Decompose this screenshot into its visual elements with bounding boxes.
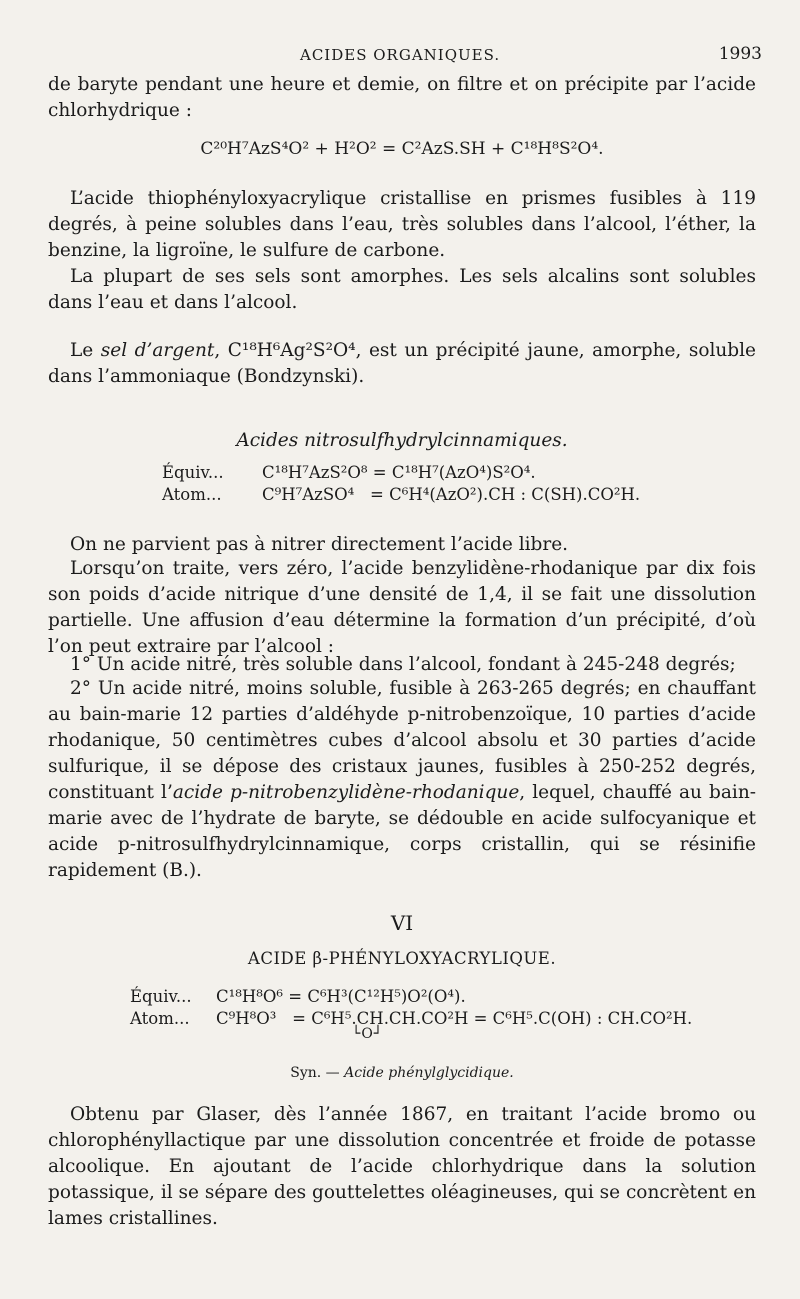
- running-title: ACIDES ORGANIQUES.: [300, 46, 501, 64]
- epoxide-bracket: └O┘: [352, 1026, 384, 1042]
- paragraph-glaser: Obtenu par Glaser, dès l’année 1867, en traitant l’acide bromo ou chlorophényllactique par une dissolution concentrée et froide de potasse alcoolique. En ajoutant de l’acide chlorhydrique dans la solution potassique, il se sépare des gouttelettes oléagineuses, qui se concrètent en lames cristallines.: [48, 1104, 756, 1229]
- vi-equiv-row: [130, 986, 692, 1008]
- page-header: [0, 40, 800, 68]
- nitro-atom-row: [162, 484, 640, 506]
- syn-label: Syn.: [290, 1065, 322, 1081]
- paragraph-silver-salt: [48, 338, 756, 390]
- silver-salt-name: sel d’argent: [100, 340, 215, 361]
- vi-atom-formula: C⁹H⁸O³ = C⁶H⁵.CH.CH.CO²H = C⁶H⁵.C(OH) : CH.CO²H.: [216, 1009, 693, 1028]
- vi-atom-label: Atom...: [130, 1009, 190, 1028]
- section-title-nitro: [48, 428, 756, 454]
- list-item-1: 1° Un acide nitré, très soluble dans l’alcool, fondant à 245-248 degrés;: [70, 654, 736, 675]
- intro-text: de baryte pendant une heure et demie, on filtre et on précipite par l’acide chlorhydrique :: [48, 74, 756, 121]
- paragraph-salts: La plupart de ses sels sont amorphes. Les sels alcalins sont solubles dans l’eau et dans l’alcool.: [48, 266, 756, 313]
- section-title-vi: ACIDE β-PHÉNYLOXYACRYLIQUE.: [247, 949, 557, 968]
- silver-lead: Le: [70, 340, 101, 361]
- vi-formula-table: [130, 986, 692, 1030]
- item2-compound-name: acide p-nitrobenzylidène-rhodanique: [172, 782, 520, 803]
- reaction-formula: C²⁰H⁷AzS⁴O² + H²O² = C²AzS.SH + C¹⁸H⁸S²O⁴.: [200, 139, 604, 159]
- syn-value: Acide phénylglycidique.: [344, 1065, 514, 1081]
- nitro-equiv-formula: C¹⁸H⁷AzS²O⁸ = C¹⁸H⁷(AzO⁴)S²O⁴.: [262, 463, 536, 482]
- paragraph-treatment: Lorsqu’on traite, vers zéro, l’acide benzylidène-rhodanique par dix fois son poids d’acide nitrique d’une densité de 1,4, il se fait une dissolution partielle. Une affusion d’eau détermine la formation d’un précipité, d’où l’on peut extraire par l’alcool :: [48, 558, 756, 657]
- nitro-equiv-row: [162, 462, 640, 484]
- silver-rest: , C¹⁸H⁶Ag²S²O⁴, est un précipité jaune, amorphe, soluble dans l’ammoniaque (Bondzynski).: [48, 340, 756, 387]
- paragraph-nitration: On ne parvient pas à nitrer directement l’acide libre.: [70, 534, 569, 555]
- nitro-formula-table: [162, 462, 640, 506]
- item2-part-a: 2° Un acide nitré, moins soluble, fusible à 263-265 degrés; en chauffant au bain-marie 12 parties d’aldéhyde p-nitrobenzoïque, 10 parties d’acide rhodanique, 50 centimètres cubes d’alcool absolu et 30 parties d’acide sulfurique, il se dépose des cristaux jaunes, fusibles à 250-252 degrés, constituant l’: [48, 678, 756, 803]
- item2-part-b: , lequel, chauffé au bain-marie avec de l’hydrate de baryte, se dédouble en acide sulfocyanique et acide p-nitrosulfhydrylcinnamique, corps cristallin, qui se résinifie rapidement (B.).: [48, 782, 756, 881]
- nitro-title: Acides nitrosulfhydrylcinnamiques.: [236, 430, 568, 451]
- page-number: 1993: [718, 44, 762, 64]
- vi-equiv-formula: C¹⁸H⁸O⁶ = C⁶H³(C¹²H⁵)O²(O⁴).: [216, 987, 466, 1006]
- vi-equiv-label: Équiv...: [130, 987, 192, 1006]
- vi-atom-row: [130, 1008, 692, 1030]
- syn-dash: —: [321, 1065, 345, 1081]
- paragraph-crystallisation: L’acide thiophényloxyacrylique cristallise en prismes fusibles à 119 degrés, à peine solubles dans l’eau, très solubles dans l’alcool, l’éther, la benzine, la ligroïne, le sulfure de carbone.: [48, 188, 756, 261]
- synonym-line: [48, 1060, 756, 1086]
- section-number: VI: [390, 911, 414, 935]
- intro-paragraph: [48, 72, 756, 124]
- list-item-2: [48, 676, 756, 884]
- nitro-atom-label: Atom...: [162, 485, 222, 504]
- nitro-equiv-label: Équiv...: [162, 463, 224, 482]
- nitro-atom-formula: C⁹H⁷AzSO⁴ = C⁶H⁴(AzO²).CH : C(SH).CO²H.: [262, 485, 641, 504]
